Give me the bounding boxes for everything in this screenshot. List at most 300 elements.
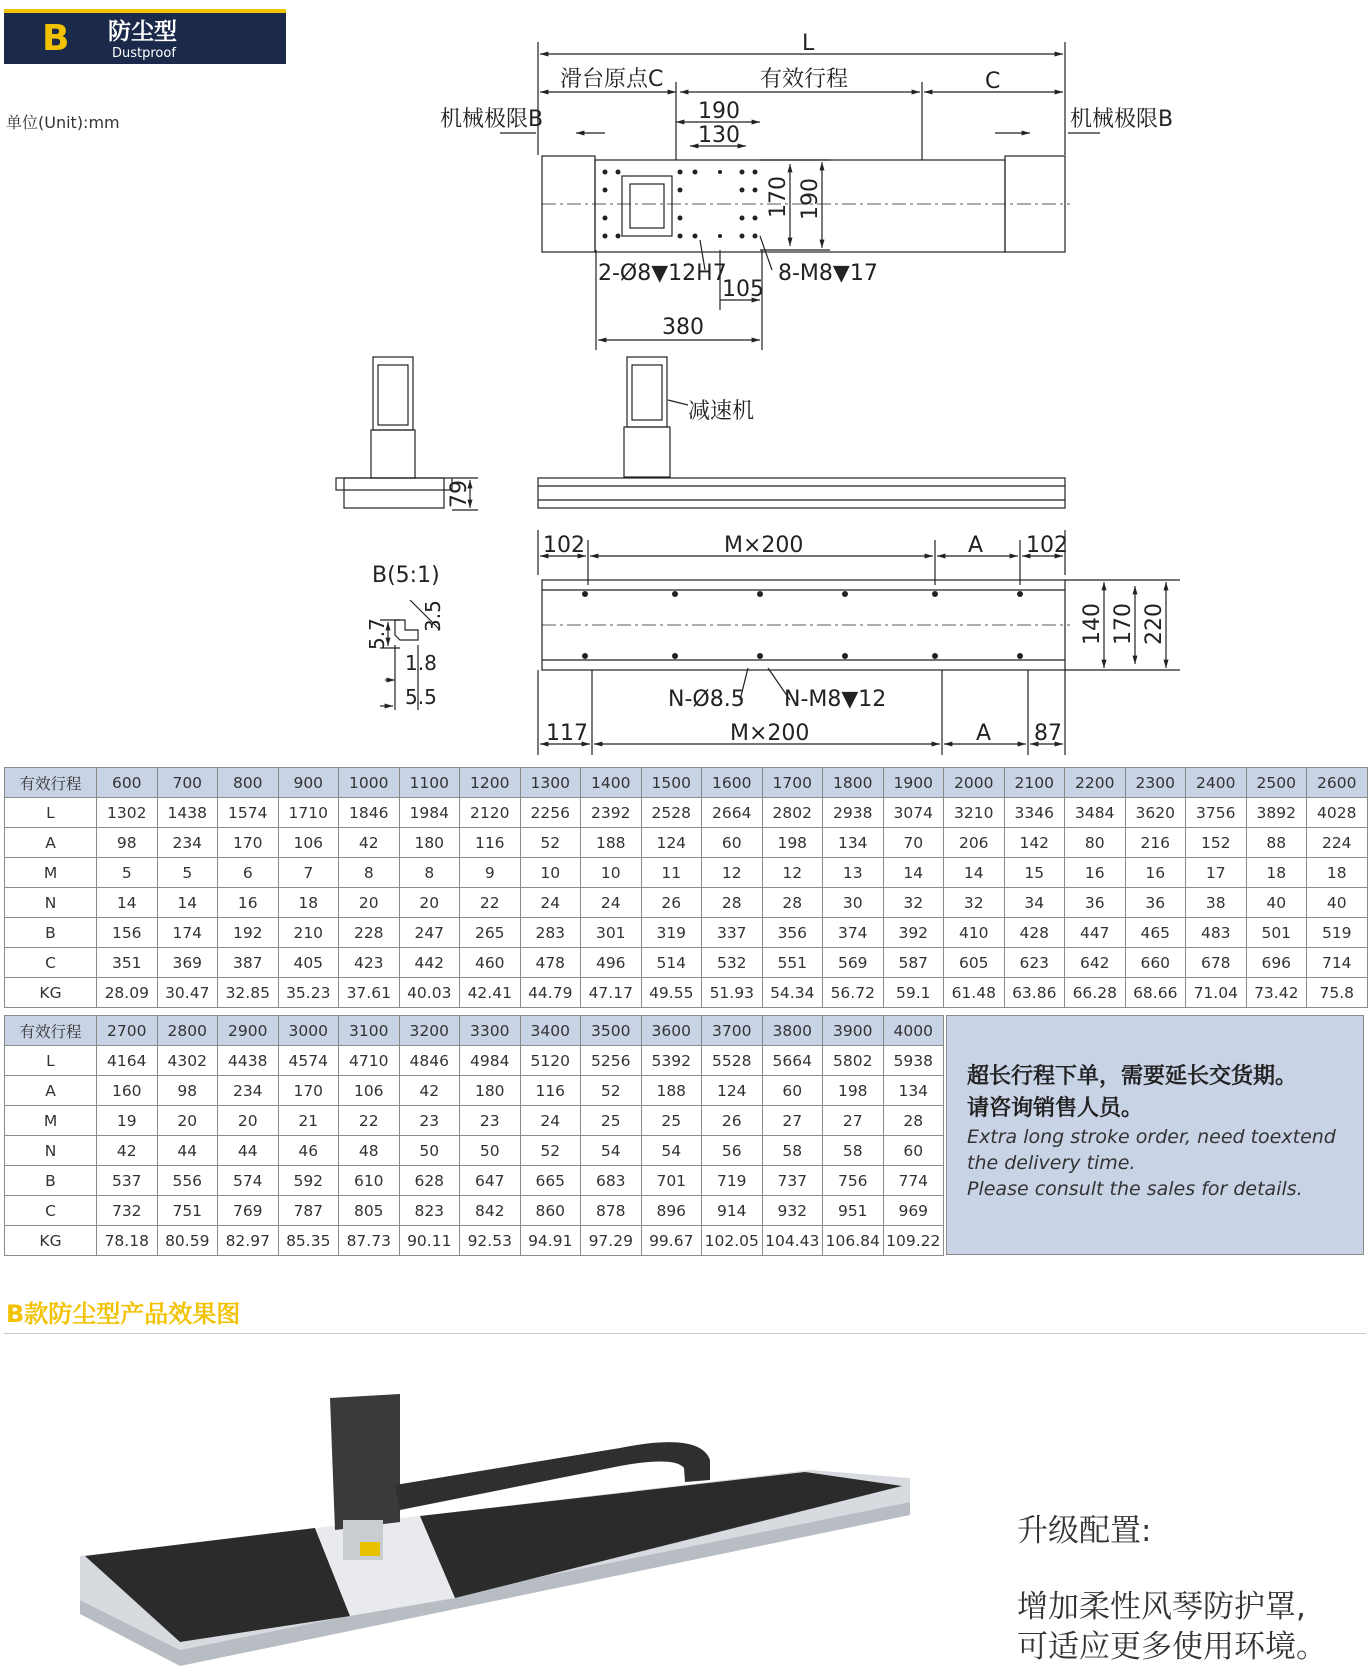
table-cell: 465 <box>1125 918 1186 948</box>
table-cell: 501 <box>1246 918 1307 948</box>
table-cell: 551 <box>762 948 823 978</box>
table-cell: 5664 <box>762 1046 823 1076</box>
table-cell: 951 <box>823 1196 884 1226</box>
table-cell: 2000 <box>944 768 1005 798</box>
table-row <box>5 888 1368 918</box>
table-cell: 75.8 <box>1307 978 1368 1008</box>
dim-m200-top: M×200 <box>724 533 804 558</box>
note-en-line3: Please consult the sales for details. <box>967 1178 1303 1200</box>
table-cell: 12 <box>702 858 763 888</box>
table-cell: 5802 <box>823 1046 884 1076</box>
table-cell: 188 <box>641 1076 702 1106</box>
dim-117: 117 <box>546 721 588 746</box>
table-cell: 2802 <box>762 798 823 828</box>
table-cell: 28 <box>762 888 823 918</box>
table-cell: 756 <box>823 1166 884 1196</box>
table-cell: 66.28 <box>1065 978 1126 1008</box>
table-cell: 78.18 <box>97 1226 158 1256</box>
table-cell: 265 <box>460 918 521 948</box>
table-cell: 878 <box>581 1196 642 1226</box>
table-cell: 20 <box>218 1106 279 1136</box>
table-cell: 3700 <box>702 1016 763 1046</box>
table-cell: 642 <box>1065 948 1126 978</box>
table-cell: 42 <box>97 1136 158 1166</box>
table-cell: 16 <box>218 888 279 918</box>
table-cell: 3300 <box>460 1016 521 1046</box>
dim-220: 220 <box>1142 603 1167 645</box>
table-row <box>5 768 1368 798</box>
table-cell: 68.66 <box>1125 978 1186 1008</box>
table-cell: 3400 <box>520 1016 581 1046</box>
table-cell: 27 <box>823 1106 884 1136</box>
table-cell: 18 <box>1246 858 1307 888</box>
table-cell: 10 <box>581 858 642 888</box>
table-cell: 3620 <box>1125 798 1186 828</box>
table-cell: 13 <box>823 858 884 888</box>
spec-table-1 <box>4 767 1368 1008</box>
table-cell: 25 <box>581 1106 642 1136</box>
mech-limit-left: 机械极限B <box>440 107 544 132</box>
row-label: KG <box>5 978 97 1008</box>
table-cell: 387 <box>218 948 279 978</box>
table-cell: 170 <box>278 1076 339 1106</box>
table-cell: 63.86 <box>1004 978 1065 1008</box>
table-cell: 17 <box>1186 858 1247 888</box>
detail-b-label: B(5:1) <box>372 563 440 588</box>
table-cell: 678 <box>1186 948 1247 978</box>
dim-380: 380 <box>662 315 704 340</box>
row-label: N <box>5 1136 97 1166</box>
table-cell: 24 <box>520 888 581 918</box>
table-cell: 59.1 <box>883 978 944 1008</box>
table-cell: 574 <box>218 1166 279 1196</box>
section-divider <box>4 1333 1366 1334</box>
table-cell: 4438 <box>218 1046 279 1076</box>
table-cell: 12 <box>762 858 823 888</box>
table-cell: 80 <box>1065 828 1126 858</box>
table-row <box>5 1226 944 1256</box>
dim-190-top: 190 <box>698 99 740 124</box>
table-cell: 224 <box>1307 828 1368 858</box>
table-cell: 14 <box>944 858 1005 888</box>
table-cell: 3900 <box>823 1016 884 1046</box>
table-cell: 4028 <box>1307 798 1368 828</box>
table-cell: 36 <box>1125 888 1186 918</box>
row-label: A <box>5 1076 97 1106</box>
table-cell: 3500 <box>581 1016 642 1046</box>
table-cell: 2900 <box>218 1016 279 1046</box>
table-cell: 732 <box>97 1196 158 1226</box>
table-cell: 860 <box>520 1196 581 1226</box>
table-cell: 2800 <box>157 1016 218 1046</box>
table-cell: 2528 <box>641 798 702 828</box>
dim-stroke: 有效行程 <box>760 67 849 92</box>
table-cell: 5120 <box>520 1046 581 1076</box>
reducer-label: 减速机 <box>688 399 755 424</box>
table-cell: 2938 <box>823 798 884 828</box>
table-cell: 70 <box>883 828 944 858</box>
table-cell: 46 <box>278 1136 339 1166</box>
table-row <box>5 1076 944 1106</box>
table-cell: 216 <box>1125 828 1186 858</box>
row-label: A <box>5 828 97 858</box>
table-cell: 319 <box>641 918 702 948</box>
table-cell: 5256 <box>581 1046 642 1076</box>
table-cell: 11 <box>641 858 702 888</box>
table-cell: 600 <box>97 768 158 798</box>
table-cell: 30.47 <box>157 978 218 1008</box>
table-cell: 4302 <box>157 1046 218 1076</box>
table-cell: 932 <box>762 1196 823 1226</box>
table-cell: 4710 <box>339 1046 400 1076</box>
product-section-title: B款防尘型产品效果图 <box>6 1300 241 1328</box>
dim-102-left: 102 <box>543 533 585 558</box>
table-cell: 180 <box>399 828 460 858</box>
table-cell: 174 <box>157 918 218 948</box>
table-cell: 537 <box>97 1166 158 1196</box>
table-cell: 23 <box>460 1106 521 1136</box>
dim-m200-bottom: M×200 <box>730 721 810 746</box>
table-cell: 20 <box>399 888 460 918</box>
table-cell: 104.43 <box>762 1226 823 1256</box>
table-cell: 3892 <box>1246 798 1307 828</box>
table-cell: 98 <box>157 1076 218 1106</box>
table-cell: 605 <box>944 948 1005 978</box>
table-cell: 228 <box>339 918 400 948</box>
table-cell: 247 <box>399 918 460 948</box>
table-row <box>5 1016 944 1046</box>
table-cell: 56 <box>702 1136 763 1166</box>
row-label: C <box>5 1196 97 1226</box>
table-cell: 478 <box>520 948 581 978</box>
table-cell: 4846 <box>399 1046 460 1076</box>
table-cell: 16 <box>1125 858 1186 888</box>
table-cell: 58 <box>823 1136 884 1166</box>
table-cell: 206 <box>944 828 1005 858</box>
table-cell: 3756 <box>1186 798 1247 828</box>
table-cell: 483 <box>1186 918 1247 948</box>
dim-170-vertical: 170 <box>766 176 791 218</box>
table-row <box>5 1106 944 1136</box>
table-row <box>5 798 1368 828</box>
table-cell: 20 <box>339 888 400 918</box>
table-cell: 6 <box>218 858 279 888</box>
note-en-line2: the delivery time. <box>967 1152 1136 1174</box>
row-label: KG <box>5 1226 97 1256</box>
table-cell: 24 <box>581 888 642 918</box>
dim-102-right: 102 <box>1026 533 1068 558</box>
table-cell: 32 <box>883 888 944 918</box>
table-cell: 3210 <box>944 798 1005 828</box>
table-cell: 28.09 <box>97 978 158 1008</box>
table-cell: 54.34 <box>762 978 823 1008</box>
dim-5-5: 5.5 <box>405 685 437 709</box>
table-cell: 106 <box>278 828 339 858</box>
table-cell: 60 <box>702 828 763 858</box>
table-cell: 234 <box>157 828 218 858</box>
table-cell: 356 <box>762 918 823 948</box>
table-cell: 44 <box>218 1136 279 1166</box>
table-cell: 40 <box>1246 888 1307 918</box>
table-cell: 40.03 <box>399 978 460 1008</box>
upgrade-line1: 增加柔性风琴防护罩, <box>1017 1589 1306 1625</box>
table-cell: 805 <box>339 1196 400 1226</box>
table-cell: 900 <box>278 768 339 798</box>
table-cell: 447 <box>1065 918 1126 948</box>
table-cell: 18 <box>1307 858 1368 888</box>
table-cell: 2300 <box>1125 768 1186 798</box>
table-cell: 4984 <box>460 1046 521 1076</box>
table-cell: 47.17 <box>581 978 642 1008</box>
dim-190-vertical: 190 <box>798 178 823 220</box>
table-cell: 769 <box>218 1196 279 1226</box>
table-cell: 647 <box>460 1166 521 1196</box>
table-cell: 87.73 <box>339 1226 400 1256</box>
table-cell: 683 <box>581 1166 642 1196</box>
table-cell: 701 <box>641 1166 702 1196</box>
table-cell: 152 <box>1186 828 1247 858</box>
table-cell: 714 <box>1307 948 1368 978</box>
table-row <box>5 948 1368 978</box>
table-cell: 5 <box>157 858 218 888</box>
table-cell: 54 <box>641 1136 702 1166</box>
table-cell: 14 <box>157 888 218 918</box>
table-cell: 26 <box>702 1106 763 1136</box>
table-cell: 1710 <box>278 798 339 828</box>
table-cell: 719 <box>702 1166 763 1196</box>
table-cell: 35.23 <box>278 978 339 1008</box>
dim-5-7: 5.7 <box>365 618 389 650</box>
table-cell: 97.29 <box>581 1226 642 1256</box>
table-cell: 50 <box>460 1136 521 1166</box>
dim-a-top: A <box>968 533 984 558</box>
table-cell: 3600 <box>641 1016 702 1046</box>
table-cell: 90.11 <box>399 1226 460 1256</box>
dim-130: 130 <box>698 123 740 148</box>
table-cell: 2600 <box>1307 768 1368 798</box>
table-cell: 587 <box>883 948 944 978</box>
table-cell: 52 <box>520 1136 581 1166</box>
table-cell: 9 <box>460 858 521 888</box>
table-cell: 2256 <box>520 798 581 828</box>
dim-3-5: 3.5 <box>421 600 445 632</box>
hole-n-thread: N-M8▼12 <box>784 687 887 712</box>
table-cell: 3346 <box>1004 798 1065 828</box>
table-cell: 210 <box>278 918 339 948</box>
table-cell: 28 <box>702 888 763 918</box>
note-cn-line2: 请咨询销售人员。 <box>967 1095 1144 1121</box>
table-cell: 61.48 <box>944 978 1005 1008</box>
table-cell: 405 <box>278 948 339 978</box>
table-cell: 800 <box>218 768 279 798</box>
table-cell: 14 <box>97 888 158 918</box>
hole-n-diameter: N-Ø8.5 <box>668 687 745 712</box>
table-cell: 823 <box>399 1196 460 1226</box>
table-cell: 842 <box>460 1196 521 1226</box>
table-cell: 71.04 <box>1186 978 1247 1008</box>
table-cell: 22 <box>460 888 521 918</box>
table-cell: 38 <box>1186 888 1247 918</box>
unit-label: 单位(Unit):mm <box>6 113 120 132</box>
table-cell: 40 <box>1307 888 1368 918</box>
row-label: L <box>5 1046 97 1076</box>
table-cell: 374 <box>823 918 884 948</box>
dim-87: 87 <box>1034 721 1062 746</box>
row-label: 有效行程 <box>5 768 97 798</box>
table-cell: 54 <box>581 1136 642 1166</box>
row-label: M <box>5 1106 97 1136</box>
table-cell: 787 <box>278 1196 339 1226</box>
table-cell: 496 <box>581 948 642 978</box>
table-cell: 8 <box>399 858 460 888</box>
table-cell: 16 <box>1065 858 1126 888</box>
table-cell: 82.97 <box>218 1226 279 1256</box>
table-cell: 4000 <box>883 1016 944 1046</box>
table-cell: 34 <box>1004 888 1065 918</box>
table-cell: 660 <box>1125 948 1186 978</box>
table-row <box>5 858 1368 888</box>
table-cell: 914 <box>702 1196 763 1226</box>
table-cell: 8 <box>339 858 400 888</box>
table-cell: 106 <box>339 1076 400 1106</box>
table-cell: 60 <box>883 1136 944 1166</box>
table-cell: 49.55 <box>641 978 702 1008</box>
table-cell: 774 <box>883 1166 944 1196</box>
table-cell: 99.67 <box>641 1226 702 1256</box>
table-cell: 25 <box>641 1106 702 1136</box>
hole-pin-label: 2-Ø8▼12H7 <box>598 261 727 286</box>
table-cell: 1400 <box>581 768 642 798</box>
row-label: B <box>5 918 97 948</box>
table-cell: 556 <box>157 1166 218 1196</box>
table-cell: 4164 <box>97 1046 158 1076</box>
dim-1-8: 1.8 <box>405 651 437 675</box>
dim-105: 105 <box>722 277 764 302</box>
table-row <box>5 1196 944 1226</box>
table-row <box>5 1136 944 1166</box>
product-image <box>60 1370 920 1670</box>
table-cell: 410 <box>944 918 1005 948</box>
table-cell: 351 <box>97 948 158 978</box>
row-label: M <box>5 858 97 888</box>
table-cell: 3100 <box>339 1016 400 1046</box>
table-cell: 1100 <box>399 768 460 798</box>
dim-140: 140 <box>1080 603 1105 645</box>
table-cell: 5528 <box>702 1046 763 1076</box>
table-cell: 92.53 <box>460 1226 521 1256</box>
table-cell: 80.59 <box>157 1226 218 1256</box>
table-cell: 628 <box>399 1166 460 1196</box>
row-label: B <box>5 1166 97 1196</box>
table-cell: 532 <box>702 948 763 978</box>
table-cell: 116 <box>460 828 521 858</box>
table-cell: 2100 <box>1004 768 1065 798</box>
table-row <box>5 1166 944 1196</box>
table-cell: 134 <box>823 828 884 858</box>
table-cell: 7 <box>278 858 339 888</box>
table-cell: 3484 <box>1065 798 1126 828</box>
table-cell: 592 <box>278 1166 339 1196</box>
table-cell: 5938 <box>883 1046 944 1076</box>
table-cell: 124 <box>641 828 702 858</box>
table-cell: 1300 <box>520 768 581 798</box>
table-cell: 170 <box>218 828 279 858</box>
table-row <box>5 828 1368 858</box>
table-cell: 188 <box>581 828 642 858</box>
dim-a-bottom: A <box>976 721 992 746</box>
upgrade-line2: 可适应更多使用环境。 <box>1017 1629 1327 1665</box>
table-cell: 58 <box>762 1136 823 1166</box>
table-cell: 1200 <box>460 768 521 798</box>
table-cell: 85.35 <box>278 1226 339 1256</box>
table-cell: 896 <box>641 1196 702 1226</box>
table-cell: 50 <box>399 1136 460 1166</box>
table-cell: 88 <box>1246 828 1307 858</box>
table-cell: 283 <box>520 918 581 948</box>
table-cell: 106.84 <box>823 1226 884 1256</box>
row-label: 有效行程 <box>5 1016 97 1046</box>
table-cell: 27 <box>762 1106 823 1136</box>
table-cell: 180 <box>460 1076 521 1106</box>
table-cell: 2200 <box>1065 768 1126 798</box>
table-cell: 1438 <box>157 798 218 828</box>
table-cell: 2400 <box>1186 768 1247 798</box>
table-cell: 14 <box>883 858 944 888</box>
table-cell: 751 <box>157 1196 218 1226</box>
table-cell: 19 <box>97 1106 158 1136</box>
table-row <box>5 978 1368 1008</box>
table-cell: 51.93 <box>702 978 763 1008</box>
table-cell: 569 <box>823 948 884 978</box>
table-cell: 301 <box>581 918 642 948</box>
table-cell: 460 <box>460 948 521 978</box>
table-cell: 610 <box>339 1166 400 1196</box>
table-cell: 700 <box>157 768 218 798</box>
table-cell: 134 <box>883 1076 944 1106</box>
table-cell: 369 <box>157 948 218 978</box>
table-cell: 665 <box>520 1166 581 1196</box>
mech-limit-right: 机械极限B <box>1070 107 1174 132</box>
hole-thread-label: 8-M8▼17 <box>778 261 878 286</box>
table-cell: 5 <box>97 858 158 888</box>
table-cell: 234 <box>218 1076 279 1106</box>
table-cell: 1500 <box>641 768 702 798</box>
table-cell: 109.22 <box>883 1226 944 1256</box>
spec-table-2 <box>4 1015 944 1256</box>
table-cell: 94.91 <box>520 1226 581 1256</box>
table-cell: 44.79 <box>520 978 581 1008</box>
table-cell: 2700 <box>97 1016 158 1046</box>
table-cell: 42 <box>399 1076 460 1106</box>
table-cell: 192 <box>218 918 279 948</box>
table-cell: 36 <box>1065 888 1126 918</box>
upgrade-title: 升级配置: <box>1017 1513 1152 1549</box>
table-cell: 52 <box>520 828 581 858</box>
badge-title-cn: 防尘型 <box>108 19 177 45</box>
table-cell: 1700 <box>762 768 823 798</box>
table-cell: 623 <box>1004 948 1065 978</box>
table-cell: 198 <box>762 828 823 858</box>
dim-l: L <box>802 31 815 56</box>
table-cell: 1846 <box>339 798 400 828</box>
table-cell: 32.85 <box>218 978 279 1008</box>
table-cell: 23 <box>399 1106 460 1136</box>
table-cell: 1984 <box>399 798 460 828</box>
table-cell: 10 <box>520 858 581 888</box>
table-cell: 4574 <box>278 1046 339 1076</box>
table-cell: 1302 <box>97 798 158 828</box>
table-cell: 20 <box>157 1106 218 1136</box>
